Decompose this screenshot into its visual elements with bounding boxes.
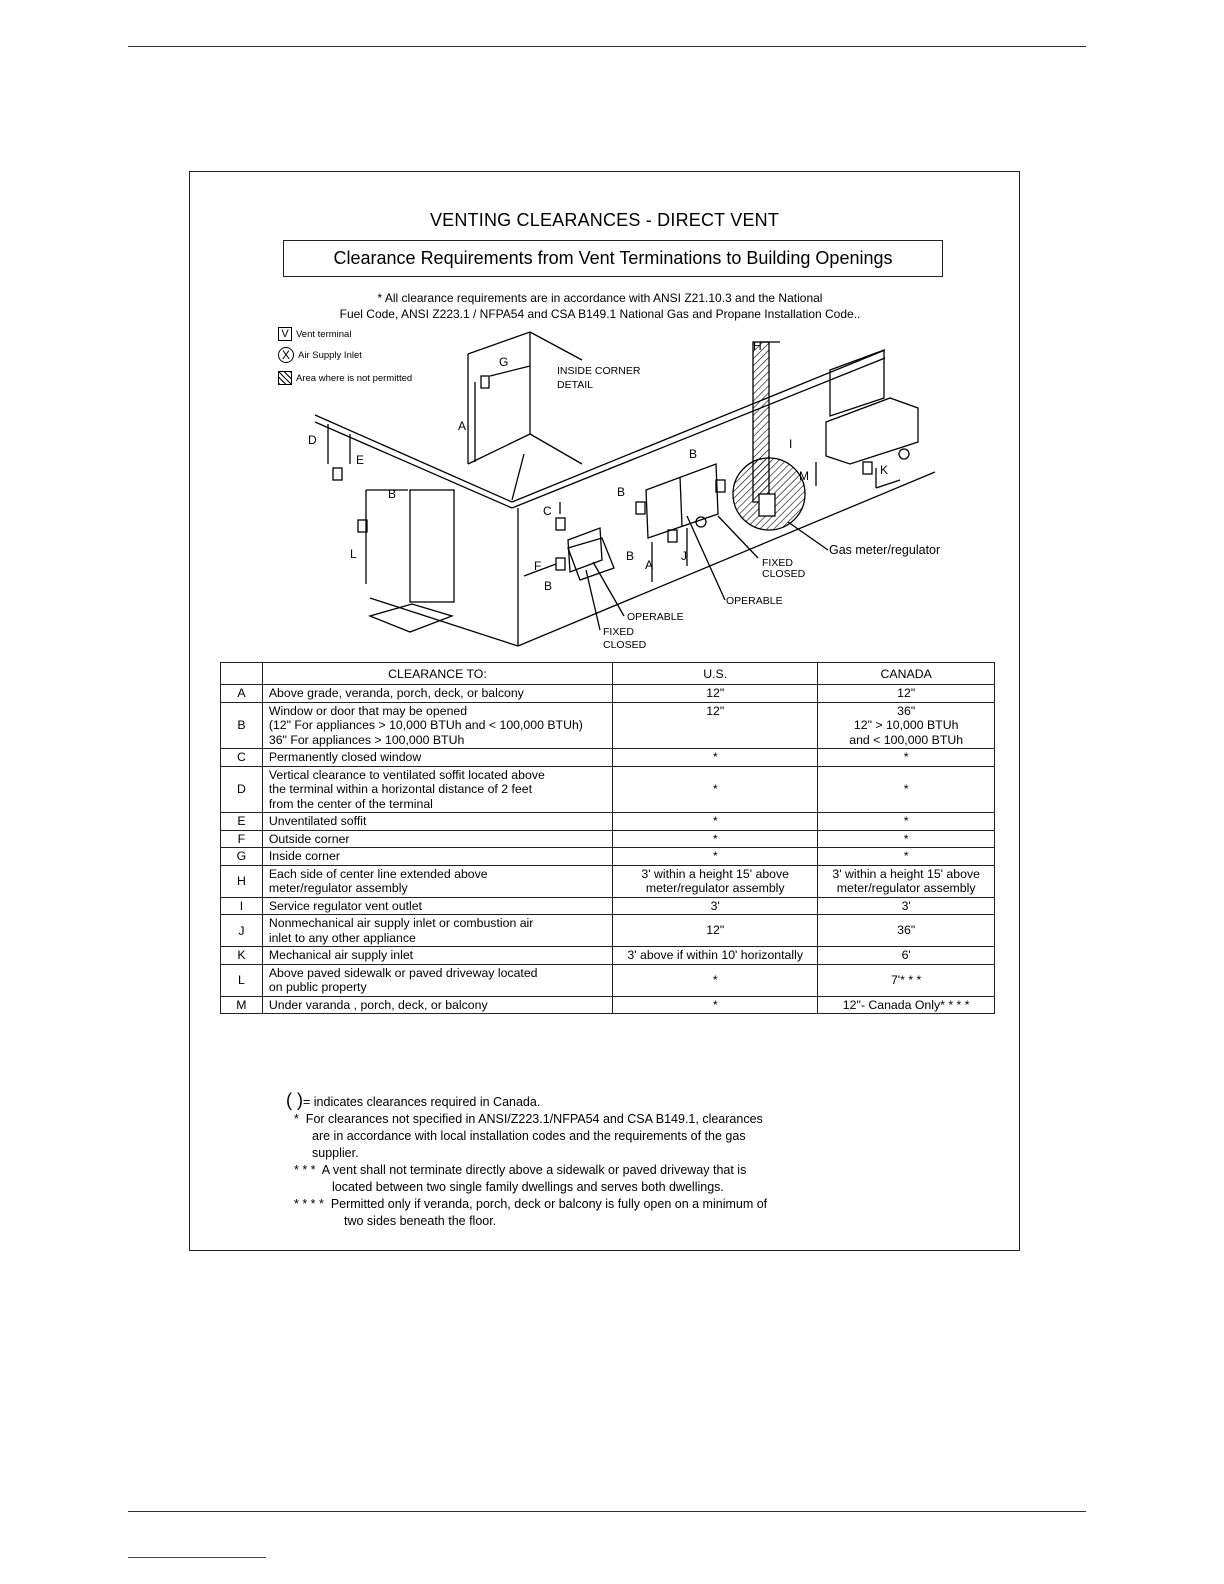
label-E: E	[356, 453, 365, 467]
code-compliance-note: * All clearance requirements are in accordance with ANSI Z21.10.3 and the National Fuel Code, ANSI Z223.1 / NFPA54 and CSA B149.1 National Gas and Propane Installation Code..	[339, 291, 861, 321]
inside-corner-label: INSIDE CORNER	[557, 365, 641, 377]
header-rule	[128, 46, 1086, 47]
table-row: D Vertical clearance to ventilated soffit located above the terminal within a horizontal distance of 2 feet from the center of the terminal * *	[221, 766, 995, 813]
header-clearance-to: CLEARANCE TO:	[262, 663, 612, 685]
svg-text:CLOSED: CLOSED	[603, 639, 647, 651]
label-D: D	[308, 433, 317, 447]
footer-rule	[128, 1511, 1086, 1512]
table-row: J Nonmechanical air supply inlet or combustion air inlet to any other appliance 12" 36"	[221, 915, 995, 947]
label-F: F	[534, 559, 542, 573]
header-us: U.S.	[613, 663, 818, 685]
footnotes: ( )= indicates clearances required in Canada. * For clearances not specified in ANSI/Z223.1/NFPA54 and CSA B149.1, clearances are in accordance with local installation codes and the requirements of the gas supplier. * * * A vent shall not terminate directly above a sidewalk or paved driveway that is located between two single family dwellings and serves both dwellings. * * * * Permitted only if veranda, porch, deck or balcony is fully open on a minimum of two sides beneath the floor.	[286, 1090, 768, 1228]
gas-meter-label: Gas meter/regulator	[829, 543, 941, 557]
table-row: G Inside corner * *	[221, 848, 995, 866]
svg-text:DETAIL: DETAIL	[557, 379, 593, 391]
figure-title: VENTING CLEARANCES - DIRECT VENT	[429, 210, 780, 230]
left-wall-base	[370, 598, 518, 646]
label-I: I	[789, 437, 793, 451]
clearance-table	[220, 662, 995, 1014]
vent-terminal-icon: V	[278, 327, 292, 341]
venting-clearances-figure	[189, 171, 1020, 1251]
right-wall-base	[518, 472, 935, 646]
label-J: J	[681, 549, 687, 563]
table-row: H Each side of center line extended above meter/regulator assembly 3' within a height 15' above meter/regulator assembly 3' within a height 15' above meter/regulator assembly	[221, 865, 995, 897]
table-row: K Mechanical air supply inlet 3' above if within 10' horizontally 6'	[221, 947, 995, 965]
label-B-window-left: B	[544, 579, 553, 593]
left-soffit-line	[315, 415, 512, 502]
paren-symbol: ( )	[286, 1090, 303, 1110]
label-L: L	[350, 547, 357, 561]
label-B-window-mid: B	[617, 485, 626, 499]
table-header	[221, 663, 995, 685]
table-row: A Above grade, veranda, porch, deck, or balcony 12" 12"	[221, 685, 995, 703]
legend-air-supply-inlet: X Air Supply Inlet	[278, 347, 362, 363]
fixed-closed-label-right: FIXED	[762, 557, 793, 569]
label-K: K	[880, 463, 889, 477]
table-row: L Above paved sidewalk or paved driveway located on public property * 7'* * *	[221, 964, 995, 996]
footer-link-underline	[128, 1557, 266, 1558]
table-row: I Service regulator vent outlet 3' 3'	[221, 897, 995, 915]
label-B-door: B	[388, 487, 397, 501]
header-canada: CANADA	[818, 663, 995, 685]
label-A-wall: A	[645, 558, 654, 572]
building-diagram	[190, 172, 1019, 662]
label-M: M	[799, 469, 809, 483]
label-G: G	[499, 355, 509, 369]
air-inlet-icon: X	[278, 347, 294, 363]
figure-subtitle: Clearance Requirements from Vent Terminations to Building Openings	[283, 240, 943, 277]
operable-label-left: OPERABLE	[627, 611, 684, 623]
label-C: C	[543, 504, 552, 518]
label-H: H	[753, 339, 762, 353]
legend-vent-terminal: V Vent terminal	[278, 327, 351, 341]
operable-label-right: OPERABLE	[726, 595, 783, 607]
label-A-inside: A	[458, 419, 467, 433]
table-row: E Unventilated soffit * *	[221, 813, 995, 831]
label-B-window-top: B	[689, 447, 698, 461]
table-row: C Permanently closed window * *	[221, 749, 995, 767]
table-row: F Outside corner * *	[221, 830, 995, 848]
table-row: B Window or door that may be opened (12" For appliances > 10,000 BTUh and < 100,000 BTUh) 36" For appliances > 100,000 BTUh 12" 36" 12" > 10,000 BTUh and < 100,000 BTUh	[221, 702, 995, 749]
fixed-closed-label-left: FIXED	[603, 626, 634, 638]
legend-not-permitted-area: Area where is not permitted	[278, 371, 412, 385]
label-B-window-bottom: B	[626, 549, 635, 563]
svg-text:CLOSED: CLOSED	[762, 568, 806, 580]
table-row: M Under varanda , porch, deck, or balcony * 12"- Canada Only* * * *	[221, 996, 995, 1014]
